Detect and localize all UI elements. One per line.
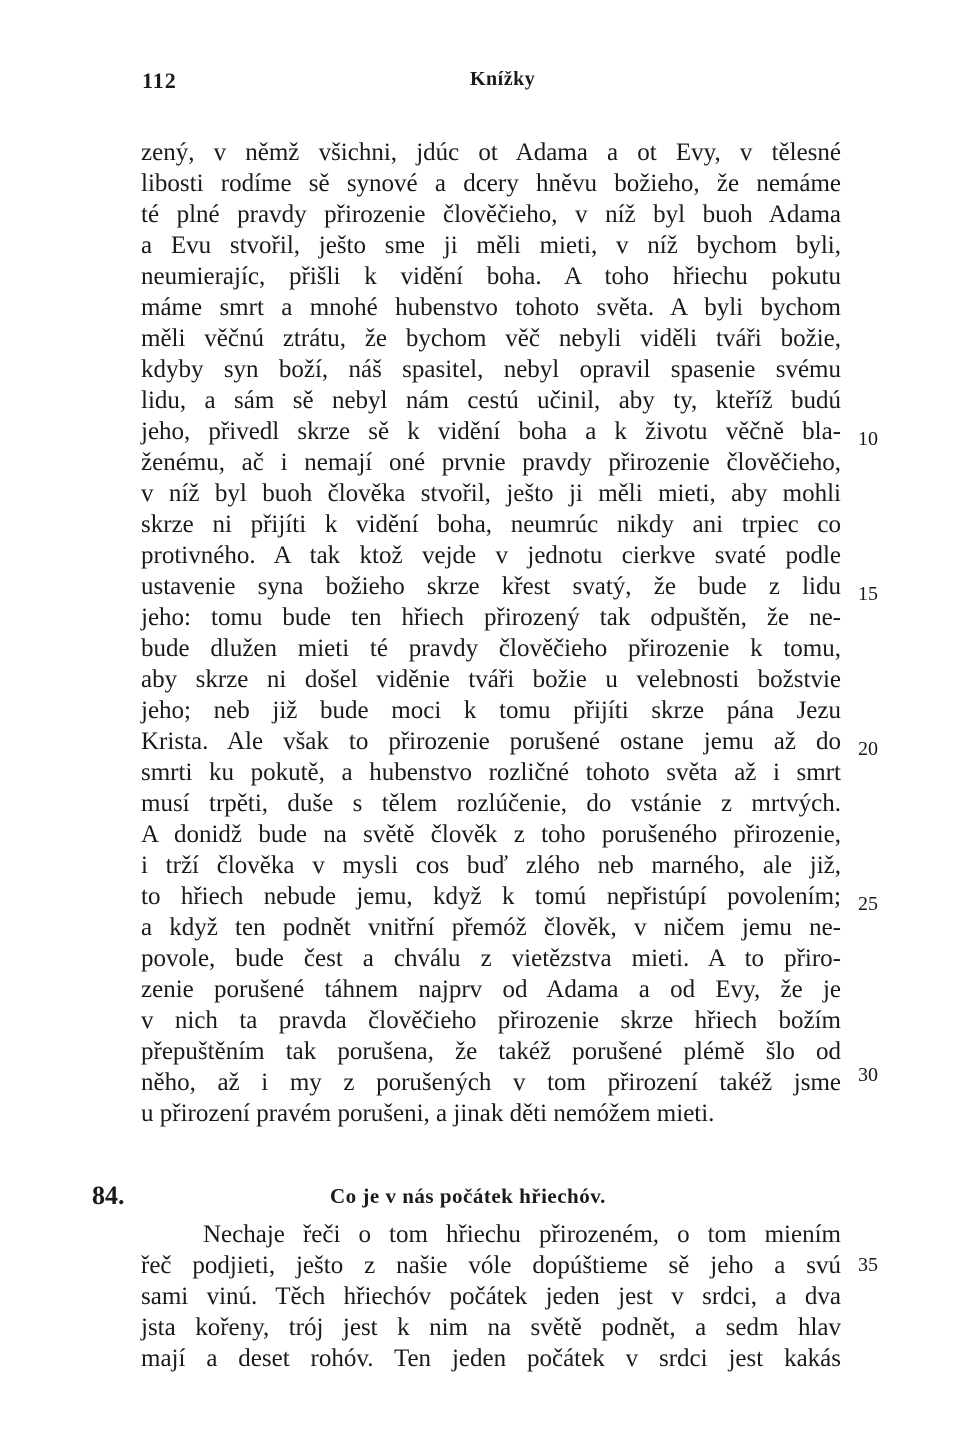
text-line: máme smrt a mnohé hubenstvo tohoto světa. A byli bychom (141, 294, 841, 321)
section-title: Co je v nás počátek hřiechóv. (330, 1184, 606, 1208)
line-number-25: 25 (858, 893, 878, 915)
text-line: lidu, a sám sě nebyl nám cestú učinil, aby ty, kteříž budú (141, 387, 841, 414)
text-line: zený, v němž všichni, jdúc ot Adama a ot Evy, v tělesné (141, 139, 841, 166)
paragraph-2 (141, 1219, 841, 1374)
text-line: řeč podjieti, ješto z našie vóle dopúštieme sě jeho a svú (141, 1252, 841, 1279)
text-line: v nich ta pravda člověčieho přirozenie skrze hřiech božím (141, 1007, 841, 1034)
text-line: jeho: tomu bude ten hřiech přirozený tak odpuštěn, že ne- (141, 604, 841, 631)
line-number-20: 20 (858, 738, 878, 760)
text-line: a když ten podnět vnitřní přemóž člověk, v ničem jemu ne- (141, 914, 841, 941)
text-line: smrti ku pokutě, a hubenstvo rozličné tohoto světa až i smrt (141, 759, 841, 786)
text-line: neumierajíc, přišli k vidění boha. A toho hřiechu pokutu (141, 263, 841, 290)
text-line: musí trpěti, duše s tělem rozlúčenie, do vstánie z mrtvých. (141, 790, 841, 817)
paragraph-1 (141, 137, 841, 1129)
text-line: a Evu stvořil, ješto sme ji měli mieti, v níž bychom byli, (141, 232, 841, 259)
text-line: v níž byl buoh člověka stvořil, ješto ji měli mieti, aby mohli (141, 480, 841, 507)
text-line: sami vinú. Těch hřiechóv počátek jeden jest v srdci, a dva (141, 1283, 841, 1310)
running-title: Knížky (470, 68, 536, 90)
text-line: měli věčnú ztrátu, že bychom věč nebyli viděli tváři božie, (141, 325, 841, 352)
line-number-10: 10 (858, 428, 878, 450)
text-line: jeho; neb již bude moci k tomu přijíti skrze pána Jezu (141, 697, 841, 724)
text-line: bude dlužen mieti té pravdy člověčieho přirozenie k tomu, (141, 635, 841, 662)
text-line: kdyby syn boží, náš spasitel, nebyl opravil spasenie svému (141, 356, 841, 383)
text-line: něho, až i my z porušených v tom přirození takéž jsme (141, 1069, 841, 1096)
text-line: ustavenie syna božieho skrze křest svatý, že bude z lidu (141, 573, 841, 600)
text-line: Nechaje řeči o tom hřiechu přirozeném, o tom miením (203, 1221, 841, 1248)
page-number: 112 (142, 68, 177, 93)
text-line: aby skrze ni došel viděnie tváři božie u velebnosti božstvie (141, 666, 841, 693)
text-line: té plné pravdy přirozenie člověčieho, v níž byl buoh Adama (141, 201, 841, 228)
line-number-30: 30 (858, 1064, 878, 1086)
text-line: A donidž bude na světě člověk z toho porušeného přirozenie, (141, 821, 841, 848)
text-line: i trží člověka v mysli cos buď zlého neb marného, ale již, (141, 852, 841, 879)
text-line: libosti rodíme sě synové a dcery hněvu božieho, že nemáme (141, 170, 841, 197)
text-line: přepuštěním tak porušena, že takéž porušené plémě šlo od (141, 1038, 841, 1065)
text-line: skrze ni přijíti k vidění boha, neumrúc nikdy ani trpiec co (141, 511, 841, 538)
text-line: to hřiech nebude jemu, když k tomú nepřistúpí povolením; (141, 883, 841, 910)
line-number-35: 35 (858, 1254, 878, 1276)
text-line: jsta kořeny, trój jest k nim na světě podnět, a sedm hlav (141, 1314, 841, 1341)
text-line: protivného. A tak ktož vejde v jednotu cierkve svaté podle (141, 542, 841, 569)
text-line: zenie porušené táhnem najprv od Adama a od Evy, že je (141, 976, 841, 1003)
text-line: u přirození pravém porušeni, a jinak děti nemóžem mieti. (141, 1100, 715, 1127)
line-number-15: 15 (858, 583, 878, 605)
section-number: 84. (92, 1181, 125, 1210)
text-line: povole, bude čest a chválu z vietězstva mieti. A to přiro- (141, 945, 841, 972)
text-line: jeho, přivedl skrze sě k vidění boha a k životu věčně bla- (141, 418, 841, 445)
text-line: mají a deset rohóv. Ten jeden počátek v srdci jest kakás (141, 1345, 841, 1372)
text-line: ženému, ač i nemají oné prvnie pravdy přirozenie člověčieho, (141, 449, 841, 476)
text-line: Krista. Ale však to přirozenie porušené ostane jemu až do (141, 728, 841, 755)
